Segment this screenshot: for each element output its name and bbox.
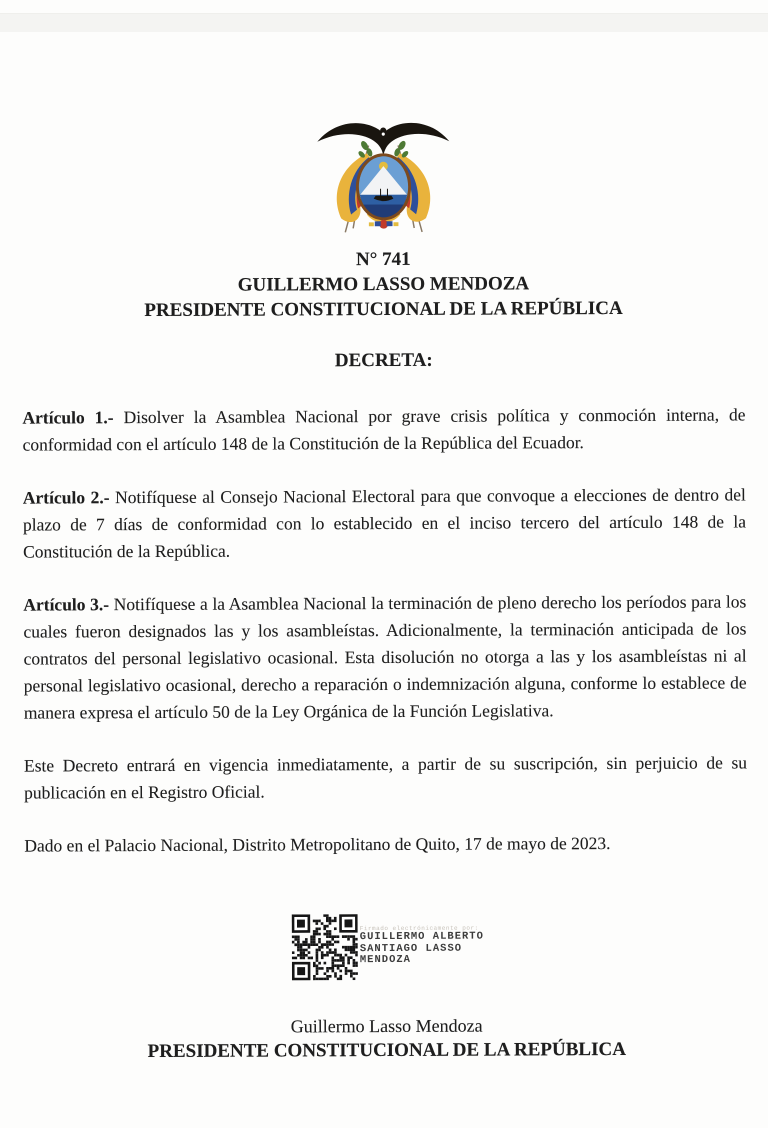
- signature-name: Guillermo Lasso Mendoza: [290, 1015, 483, 1037]
- esignature-signer-line1: GUILLERMO ALBERTO: [359, 930, 484, 944]
- esignature-qr-code-icon: [292, 914, 358, 984]
- decree-header: [22, 245, 745, 323]
- article-1-label: Artículo 1.-: [22, 407, 114, 428]
- author-name: GUILLERMO LASSO MENDOZA: [237, 273, 530, 296]
- esignature-note: Firmado electrónicamente por:: [359, 924, 479, 933]
- ecuador-coat-of-arms-icon: [308, 110, 459, 241]
- emblem-wrap: [21, 108, 745, 241]
- decree-number: N° 741: [355, 248, 411, 271]
- article-3-text: Notifíquese a la Asamblea Nacional la terminación de pleno derecho los períodos para los cuales fueron designados las y los asambleístas. Adicionalmente, la terminación anticipada de los contratos del personal legislativo ocasional. Esta disolución no otorga a las y los asambleístas ni al personal legislativo ocasional, derecho a reparación o indemnización alguna, conforme lo establece de manera expresa el artículo 50 de la Ley Orgánica de la Función Legislativa.: [23, 591, 747, 723]
- signature-block: [25, 1012, 748, 1064]
- article-1-text: Disolver la Asamblea Nacional por grave crisis política y conmoción interna, de conformidad con el artículo 148 de la Constitución de la República del Ecuador.: [22, 404, 746, 455]
- article-2-label: Artículo 2.-: [22, 487, 110, 508]
- effectiveness-paragraph: Este Decreto entrará en vigencia inmediatamente, a partir de su suscripción, sin perjuicio de su publicación en el Registro Oficial.: [23, 752, 748, 803]
- decree-body: [22, 401, 747, 859]
- article-2: [23, 481, 746, 565]
- esignature-signer-line3: MENDOZA: [359, 953, 412, 967]
- esignature-text: [360, 925, 484, 967]
- decree-heading: DECRETA:: [334, 349, 433, 372]
- issued-at-paragraph: Dado en el Palacio Nacional, Distrito Metropolitano de Quito, 17 de mayo de 2023.: [24, 833, 611, 856]
- condor-collar: [381, 133, 384, 136]
- signature-title: PRESIDENTE CONSTITUCIONAL DE LA REPÚBLICA: [147, 1038, 626, 1063]
- article-2-text: Notifíquese al Consejo Nacional Electoral para que convoque a elecciones de dentro del plazo de 7 días de conformidad con lo establecido en el inciso tercero del artículo 148 de la Constitución de la República.: [22, 484, 747, 562]
- decree-sheet: [21, 0, 749, 1065]
- esignature-stamp: [292, 912, 748, 984]
- article-3-label: Artículo 3.-: [23, 594, 110, 615]
- fasces: [368, 220, 398, 229]
- esignature-signer-line2: SANTIAGO LASSO: [359, 942, 463, 955]
- article-3: [23, 588, 747, 726]
- author-title: PRESIDENTE CONSTITUCIONAL DE LA REPÚBLICA: [144, 297, 623, 322]
- article-1: [22, 401, 745, 458]
